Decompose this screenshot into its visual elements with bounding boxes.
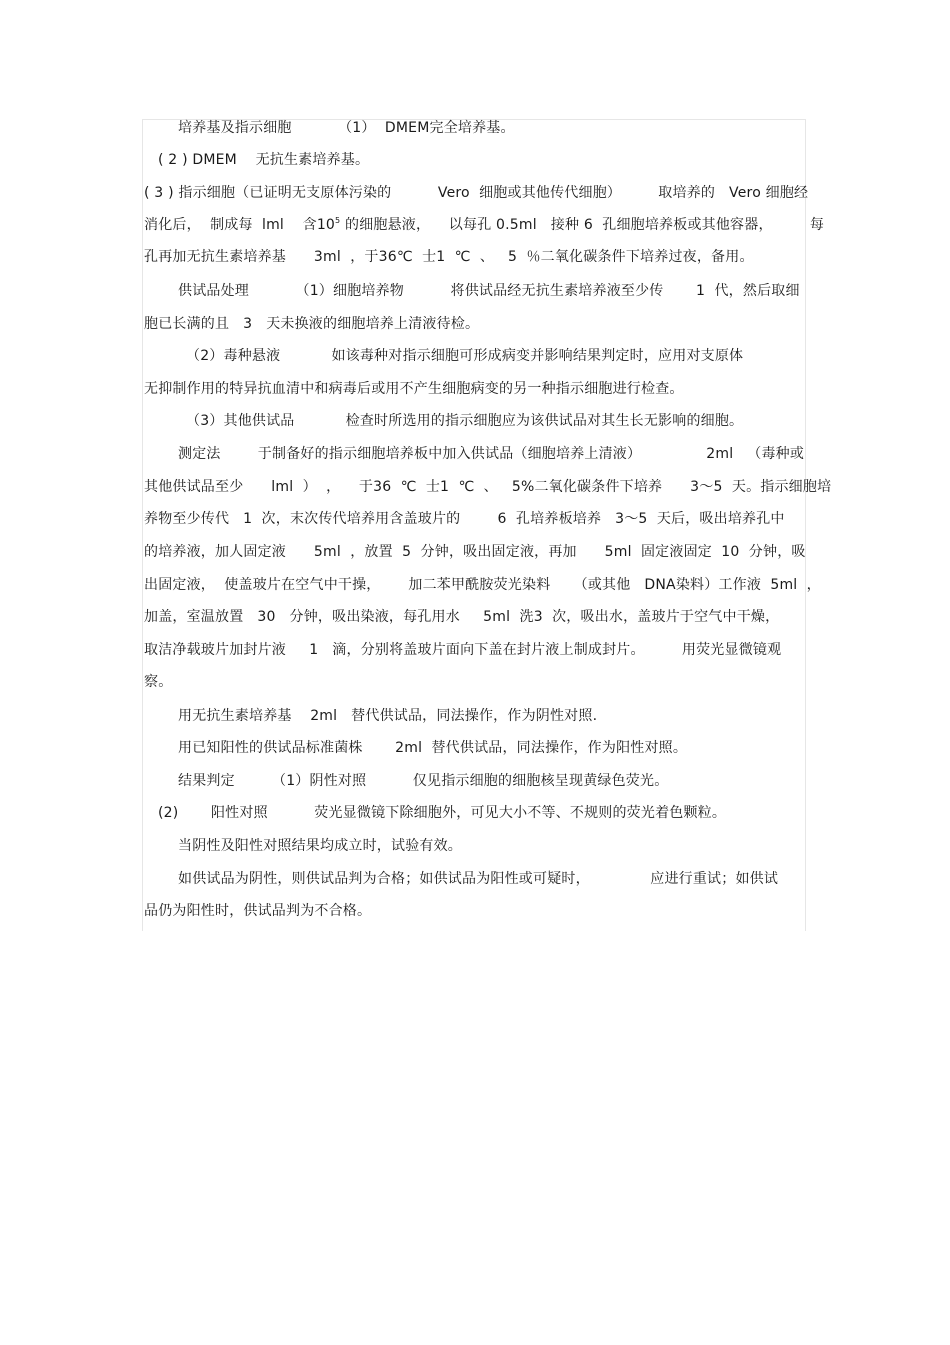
text-line: 胞已长满的且 3 天未换液的细胞培养上清液待检。	[144, 316, 480, 332]
seed-text-2: 的细胞悬液， 以每孔 0.5ml 接种 6 孔细胞培养板或其他容器， 每	[340, 217, 825, 233]
text-line: 测定法 于制备好的指示细胞培养板中加入供试品（细胞培养上清液） 2ml （毒种或	[178, 446, 805, 462]
text-line: 出固定液， 使盖玻片在空气中干操， 加二苯甲酰胺荧光染料 （或其他 DNA染料）工作液 5ml ，	[144, 577, 821, 593]
text-line: 取洁净载玻片加封片液 1 滴，分别将盖玻片面向下盖在封片液上制成封片。 用荧光显微镜观	[144, 642, 782, 658]
text-line: 如供试品为阴性，则供试品判为合格；如供试品为阳性或可疑时， 应进行重试；如供试	[178, 871, 779, 887]
text-line: 结果判定 （1）阴性对照 仅见指示细胞的细胞核呈现黄绿色荧光。	[178, 773, 669, 789]
seed-text-1: 消化后， 制成每 lml 含10	[144, 217, 336, 233]
text-line: 供试品处理 （1）细胞培养物 将供试品经无抗生素培养液至少传 1 代，然后取细	[178, 283, 800, 299]
text-line: 当阴性及阳性对照结果均成立时，试验有效。	[178, 838, 462, 854]
text-line: 品仍为阳性时，供试品判为不合格。	[144, 903, 372, 919]
text-line: 无抑制作用的特异抗血清中和病毒后或用不产生细胞病变的另一种指示细胞进行检查。	[144, 381, 684, 397]
text-line: 的培养液，加人固定液 5ml ，放置 5 分钟，吸出固定液，再加 5ml 固定液固定 10 分钟，吸	[144, 544, 806, 560]
text-line: 用已知阳性的供试品标准菌株 2ml 替代供试品，同法操作，作为阳性对照。	[178, 740, 688, 756]
text-line: 孔再加无抗生素培养基 3ml ，于36℃ 士1 ℃ 、 5 ％二氧化碳条件下培养过夜，备用。	[144, 249, 754, 265]
text-line: （2）毒种悬液 如该毒种对指示细胞可形成病变并影响结果判定时，应用对支原体	[186, 348, 744, 364]
text-line: 察。	[144, 674, 173, 690]
text-line: 培养基及指示细胞 （1） DMEM完全培养基。	[178, 120, 515, 136]
text-line: 其他供试品至少 lml ） ， 于36 ℃ 士1 ℃ 、 5%二氧化碳条件下培养 3～5 天。指示细胞培	[144, 479, 832, 495]
text-line: （3）其他供试品 检查时所选用的指示细胞应为该供试品对其生长无影响的细胞。	[186, 413, 744, 429]
text-line: 用无抗生素培养基 2ml 替代供试品，同法操作，作为阴性对照.	[178, 708, 598, 724]
seed-exponent: 5	[335, 216, 341, 225]
text-line: 加盖，室温放置 30 分钟，吸出染液，每孔用水 5ml 洗3 次，吸出水，盖玻片于空气中干燥，	[144, 609, 780, 625]
text-line: ( 3 ) 指示细胞（已证明无支原体污染的 Vero 细胞或其他传代细胞） 取培养的 Vero 细胞经	[144, 185, 809, 201]
text-line: (2) 阳性对照 荧光显微镜下除细胞外，可见大小不等、不规则的荧光着色颗粒。	[158, 805, 727, 821]
text-line-seed	[144, 216, 824, 234]
text-line: ( 2 ) DMEM 无抗生素培养基。	[158, 152, 370, 168]
text-line: 养物至少传代 1 次，末次传代培养用含盖玻片的 6 孔培养板培养 3～5 天后，吸出培养孔中	[144, 511, 785, 527]
